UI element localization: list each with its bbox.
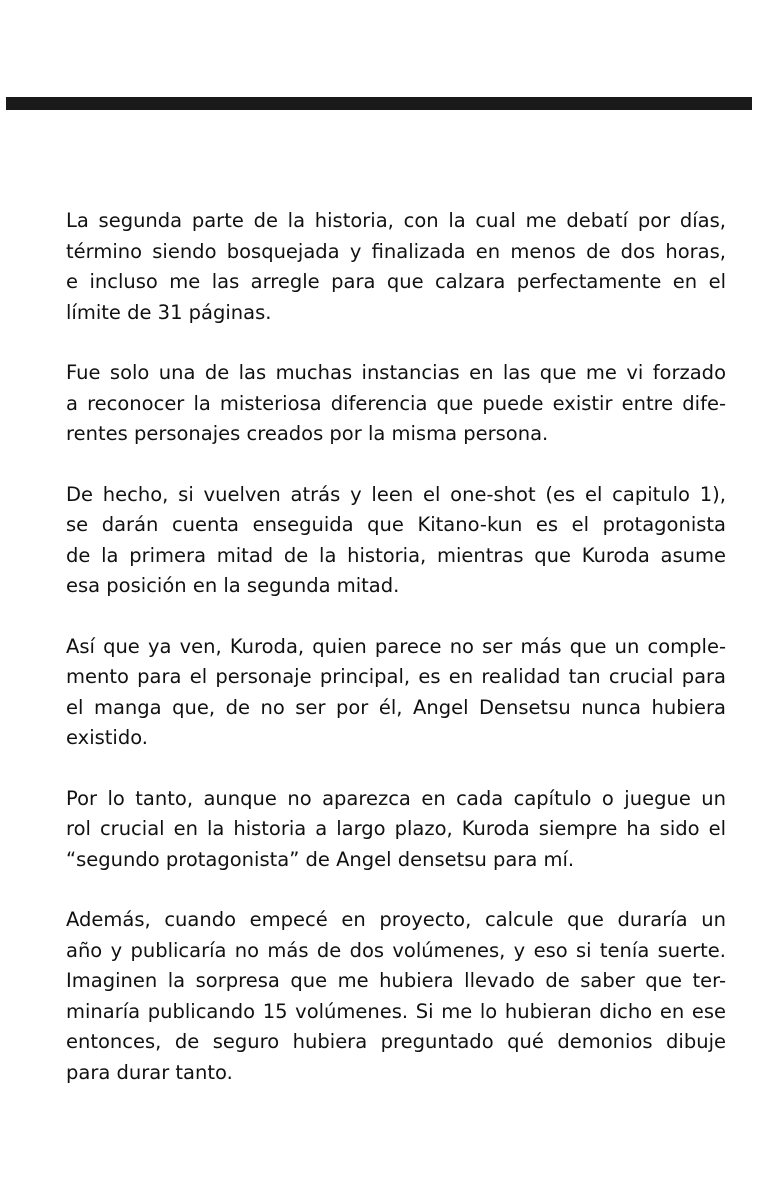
text-line: límite de 31 páginas.	[66, 300, 272, 324]
text-line: a reconocer la misteriosa diferencia que puede existir entre dife-	[66, 391, 726, 415]
text-line: e incluso me las arregle para que calzara perfectamente en el	[66, 270, 726, 293]
text-line: año y publicaría no más de dos volúmenes, y eso si tenía suerte.	[66, 938, 726, 962]
text-line: Imaginen la sorpresa que me hubiera llevado de saber que ter-	[66, 969, 726, 992]
afterword-text	[66, 206, 726, 1118]
text-line: De hecho, si vuelven atrás y leen el one-shot (es el capitulo 1),	[66, 482, 726, 506]
text-line: entonces, de seguro hubiera preguntado qué demonios dibuje	[66, 1030, 726, 1053]
text-line: término siendo bosquejada y finalizada en menos de dos horas,	[66, 239, 726, 263]
text-line: de la primera mitad de la historia, mientras que Kuroda asume	[66, 543, 726, 567]
header-rule	[6, 97, 752, 110]
paragraph-5	[66, 784, 726, 876]
text-line: esa posición en la segunda mitad.	[66, 574, 400, 597]
paragraph-4	[66, 632, 726, 754]
text-line: se darán cuenta enseguida que Kitano-kun es el protagonista	[66, 513, 726, 536]
text-line: mento para el personaje principal, es en realidad tan crucial para	[66, 665, 726, 688]
text-line: La segunda parte de la historia, con la cual me debatí por días,	[66, 209, 726, 232]
text-line: minaría publicando 15 volúmenes. Si me lo hubieran dicho en ese	[66, 999, 726, 1023]
text-line: Por lo tanto, aunque no aparezca en cada capítulo o juegue un	[66, 786, 726, 810]
paragraph-2	[66, 358, 726, 450]
text-line: rol crucial en la historia a largo plazo, Kuroda siempre ha sido el	[66, 817, 726, 840]
text-line: Así que ya ven, Kuroda, quien parece no ser más que un comple-	[66, 634, 726, 658]
paragraph-3	[66, 480, 726, 602]
paragraph-1	[66, 206, 726, 328]
text-line: existido.	[66, 726, 148, 749]
text-line: rentes personajes creados por la misma persona.	[66, 422, 549, 445]
text-line: el manga que, de no ser por él, Angel Densetsu nunca hubiera	[66, 695, 726, 719]
paragraph-6	[66, 905, 726, 1088]
text-line: Fue solo una de las muchas instancias en las que me vi forzado	[66, 361, 726, 384]
text-line: Además, cuando empecé en proyecto, calcule que duraría un	[66, 908, 726, 931]
text-line: “segundo protagonista” de Angel densetsu para mí.	[66, 847, 575, 871]
text-line: para durar tanto.	[66, 1060, 233, 1084]
